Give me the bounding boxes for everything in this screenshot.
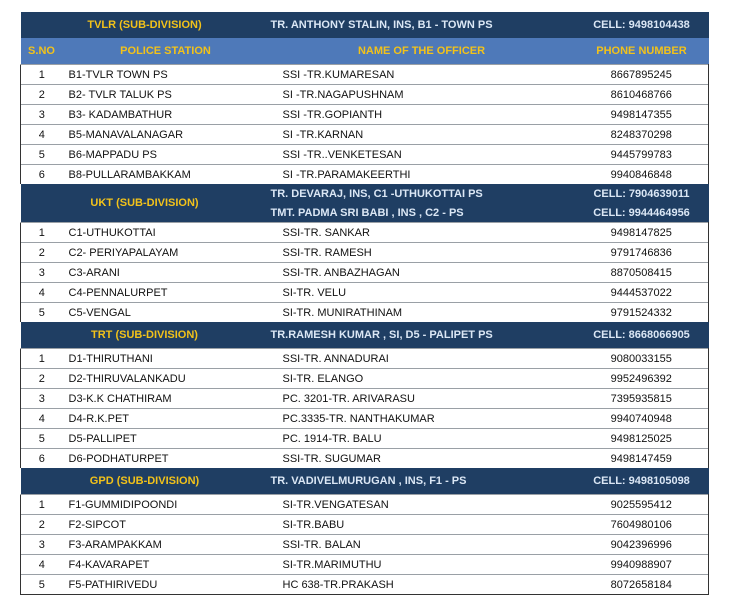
serial-number: 1: [21, 495, 63, 515]
serial-number: 2: [21, 243, 63, 263]
police-station: D6-PODHATURPET: [63, 449, 269, 469]
serial-number: 2: [21, 85, 63, 105]
phone-number: 9498147459: [575, 449, 709, 469]
phone-number: 8072658184: [575, 575, 709, 595]
subdivision-header-ukt: [21, 184, 709, 203]
phone-number: 9080033155: [575, 349, 709, 369]
police-station: F3-ARAMPAKKAM: [63, 535, 269, 555]
phone-number: 9940846848: [575, 165, 709, 185]
table-row: [21, 223, 709, 243]
inspector-cell: CELL: 8668066905: [575, 322, 709, 349]
table-row: [21, 409, 709, 429]
serial-number: 4: [21, 409, 63, 429]
phone-number: 8870508415: [575, 263, 709, 283]
police-contact-sheet: [20, 12, 708, 591]
serial-number: 5: [21, 303, 63, 323]
table-row: [21, 125, 709, 145]
inspector-name: TR.RAMESH KUMAR , SI, D5 - PALIPET PS: [269, 322, 575, 349]
inspector-cell: CELL: 9498105098: [575, 468, 709, 495]
police-station: C1-UTHUKOTTAI: [63, 223, 269, 243]
officer-name: SSI-TR. RAMESH: [269, 243, 575, 263]
serial-number: 3: [21, 105, 63, 125]
table-row: [21, 449, 709, 469]
police-station: C2- PERIYAPALAYAM: [63, 243, 269, 263]
subdivision-name: TRT (SUB-DIVISION): [21, 322, 269, 349]
phone-number: 9952496392: [575, 369, 709, 389]
table-row: [21, 263, 709, 283]
table-row: [21, 535, 709, 555]
table-row: [21, 349, 709, 369]
serial-number: 2: [21, 369, 63, 389]
police-station: C4-PENNALURPET: [63, 283, 269, 303]
police-station: F2-SIPCOT: [63, 515, 269, 535]
officer-name: PC. 3201-TR. ARIVARASU: [269, 389, 575, 409]
police-station: D3-K.K CHATHIRAM: [63, 389, 269, 409]
serial-number: 6: [21, 165, 63, 185]
officer-name: SSI-TR. ANNADURAI: [269, 349, 575, 369]
phone-number: 9498125025: [575, 429, 709, 449]
officer-name: PC.3335-TR. NANTHAKUMAR: [269, 409, 575, 429]
table-row: [21, 303, 709, 323]
police-station: B3- KADAMBATHUR: [63, 105, 269, 125]
phone-number: 8610468766: [575, 85, 709, 105]
serial-number: 3: [21, 263, 63, 283]
officer-name: SSI-TR. SUGUMAR: [269, 449, 575, 469]
phone-number: 9444537022: [575, 283, 709, 303]
police-station: D2-THIRUVALANKADU: [63, 369, 269, 389]
table-row: [21, 495, 709, 515]
phone-number: 9791746836: [575, 243, 709, 263]
phone-number: 7604980106: [575, 515, 709, 535]
serial-number: 3: [21, 535, 63, 555]
police-station: B8-PULLARAMBAKKAM: [63, 165, 269, 185]
phone-number: 9498147825: [575, 223, 709, 243]
phone-number: 9042396996: [575, 535, 709, 555]
officer-name: SSI -TR..VENKETESAN: [269, 145, 575, 165]
inspector-name: TMT. PADMA SRI BABI , INS , C2 - PS: [269, 203, 575, 223]
phone-number: 9498147355: [575, 105, 709, 125]
table-row: [21, 283, 709, 303]
table-row: [21, 515, 709, 535]
officer-name: SSI -TR.GOPIANTH: [269, 105, 575, 125]
inspector-name: TR. DEVARAJ, INS, C1 -UTHUKOTTAI PS: [269, 184, 575, 203]
column-header-row: [21, 38, 709, 65]
officer-name: SSI -TR.KUMARESAN: [269, 65, 575, 85]
officer-name: SSI-TR. SANKAR: [269, 223, 575, 243]
column-header-sno: S.NO: [21, 38, 63, 65]
officer-name: SI-TR. ELANGO: [269, 369, 575, 389]
police-station: B1-TVLR TOWN PS: [63, 65, 269, 85]
police-station: D5-PALLIPET: [63, 429, 269, 449]
table-row: [21, 429, 709, 449]
police-station: B2- TVLR TALUK PS: [63, 85, 269, 105]
phone-number: 9025595412: [575, 495, 709, 515]
officer-name: PC. 1914-TR. BALU: [269, 429, 575, 449]
officer-name: SSI-TR. BALAN: [269, 535, 575, 555]
officer-name: SI-TR.MARIMUTHU: [269, 555, 575, 575]
serial-number: 1: [21, 65, 63, 85]
officer-name: SI -TR.PARAMAKEERTHI: [269, 165, 575, 185]
subdivision-header: [21, 322, 709, 349]
phone-number: 8667895245: [575, 65, 709, 85]
table-row: [21, 85, 709, 105]
inspector-name: TR. ANTHONY STALIN, INS, B1 - TOWN PS: [269, 12, 575, 38]
table-row: [21, 105, 709, 125]
police-station: C3-ARANI: [63, 263, 269, 283]
serial-number: 5: [21, 145, 63, 165]
table-row: [21, 243, 709, 263]
officer-name: SSI-TR. ANBAZHAGAN: [269, 263, 575, 283]
serial-number: 1: [21, 349, 63, 369]
officer-name: SI-TR.VENGATESAN: [269, 495, 575, 515]
serial-number: 4: [21, 555, 63, 575]
officer-directory-table: [20, 12, 709, 595]
police-station: F5-PATHIRIVEDU: [63, 575, 269, 595]
table-row: [21, 389, 709, 409]
column-header-phone: PHONE NUMBER: [575, 38, 709, 65]
officer-name: SI -TR.NAGAPUSHNAM: [269, 85, 575, 105]
police-station: F1-GUMMIDIPOONDI: [63, 495, 269, 515]
inspector-cell: CELL: 9498104438: [575, 12, 709, 38]
police-station: F4-KAVARAPET: [63, 555, 269, 575]
phone-number: 9940988907: [575, 555, 709, 575]
officer-name: SI -TR.KARNAN: [269, 125, 575, 145]
serial-number: 6: [21, 449, 63, 469]
table-row: [21, 145, 709, 165]
table-row: [21, 369, 709, 389]
serial-number: 4: [21, 125, 63, 145]
inspector-name: TR. VADIVELMURUGAN , INS, F1 - PS: [269, 468, 575, 495]
phone-number: 7395935815: [575, 389, 709, 409]
table-row: [21, 555, 709, 575]
serial-number: 4: [21, 283, 63, 303]
column-header-officer: NAME OF THE OFFICER: [269, 38, 575, 65]
police-station: D4-R.K.PET: [63, 409, 269, 429]
police-station: D1-THIRUTHANI: [63, 349, 269, 369]
officer-name: SI-TR. MUNIRATHINAM: [269, 303, 575, 323]
subdivision-header-tvlr: [21, 12, 709, 38]
inspector-cell: CELL: 7904639011: [575, 184, 709, 203]
phone-number: 9940740948: [575, 409, 709, 429]
table-row: [21, 165, 709, 185]
phone-number: 9445799783: [575, 145, 709, 165]
subdivision-name: TVLR (SUB-DIVISION): [21, 12, 269, 38]
serial-number: 3: [21, 389, 63, 409]
police-station: B6-MAPPADU PS: [63, 145, 269, 165]
phone-number: 8248370298: [575, 125, 709, 145]
serial-number: 2: [21, 515, 63, 535]
police-station: C5-VENGAL: [63, 303, 269, 323]
column-header-station: POLICE STATION: [63, 38, 269, 65]
serial-number: 5: [21, 429, 63, 449]
officer-name: HC 638-TR.PRAKASH: [269, 575, 575, 595]
phone-number: 9791524332: [575, 303, 709, 323]
table-row: [21, 575, 709, 595]
officer-name: SI-TR. VELU: [269, 283, 575, 303]
officer-name: SI-TR.BABU: [269, 515, 575, 535]
serial-number: 1: [21, 223, 63, 243]
subdivision-header: [21, 468, 709, 495]
police-station: B5-MANAVALANAGAR: [63, 125, 269, 145]
subdivision-name: GPD (SUB-DIVISION): [21, 468, 269, 495]
inspector-cell: CELL: 9944464956: [575, 203, 709, 223]
serial-number: 5: [21, 575, 63, 595]
subdivision-name: UKT (SUB-DIVISION): [21, 184, 269, 223]
table-row: [21, 65, 709, 85]
